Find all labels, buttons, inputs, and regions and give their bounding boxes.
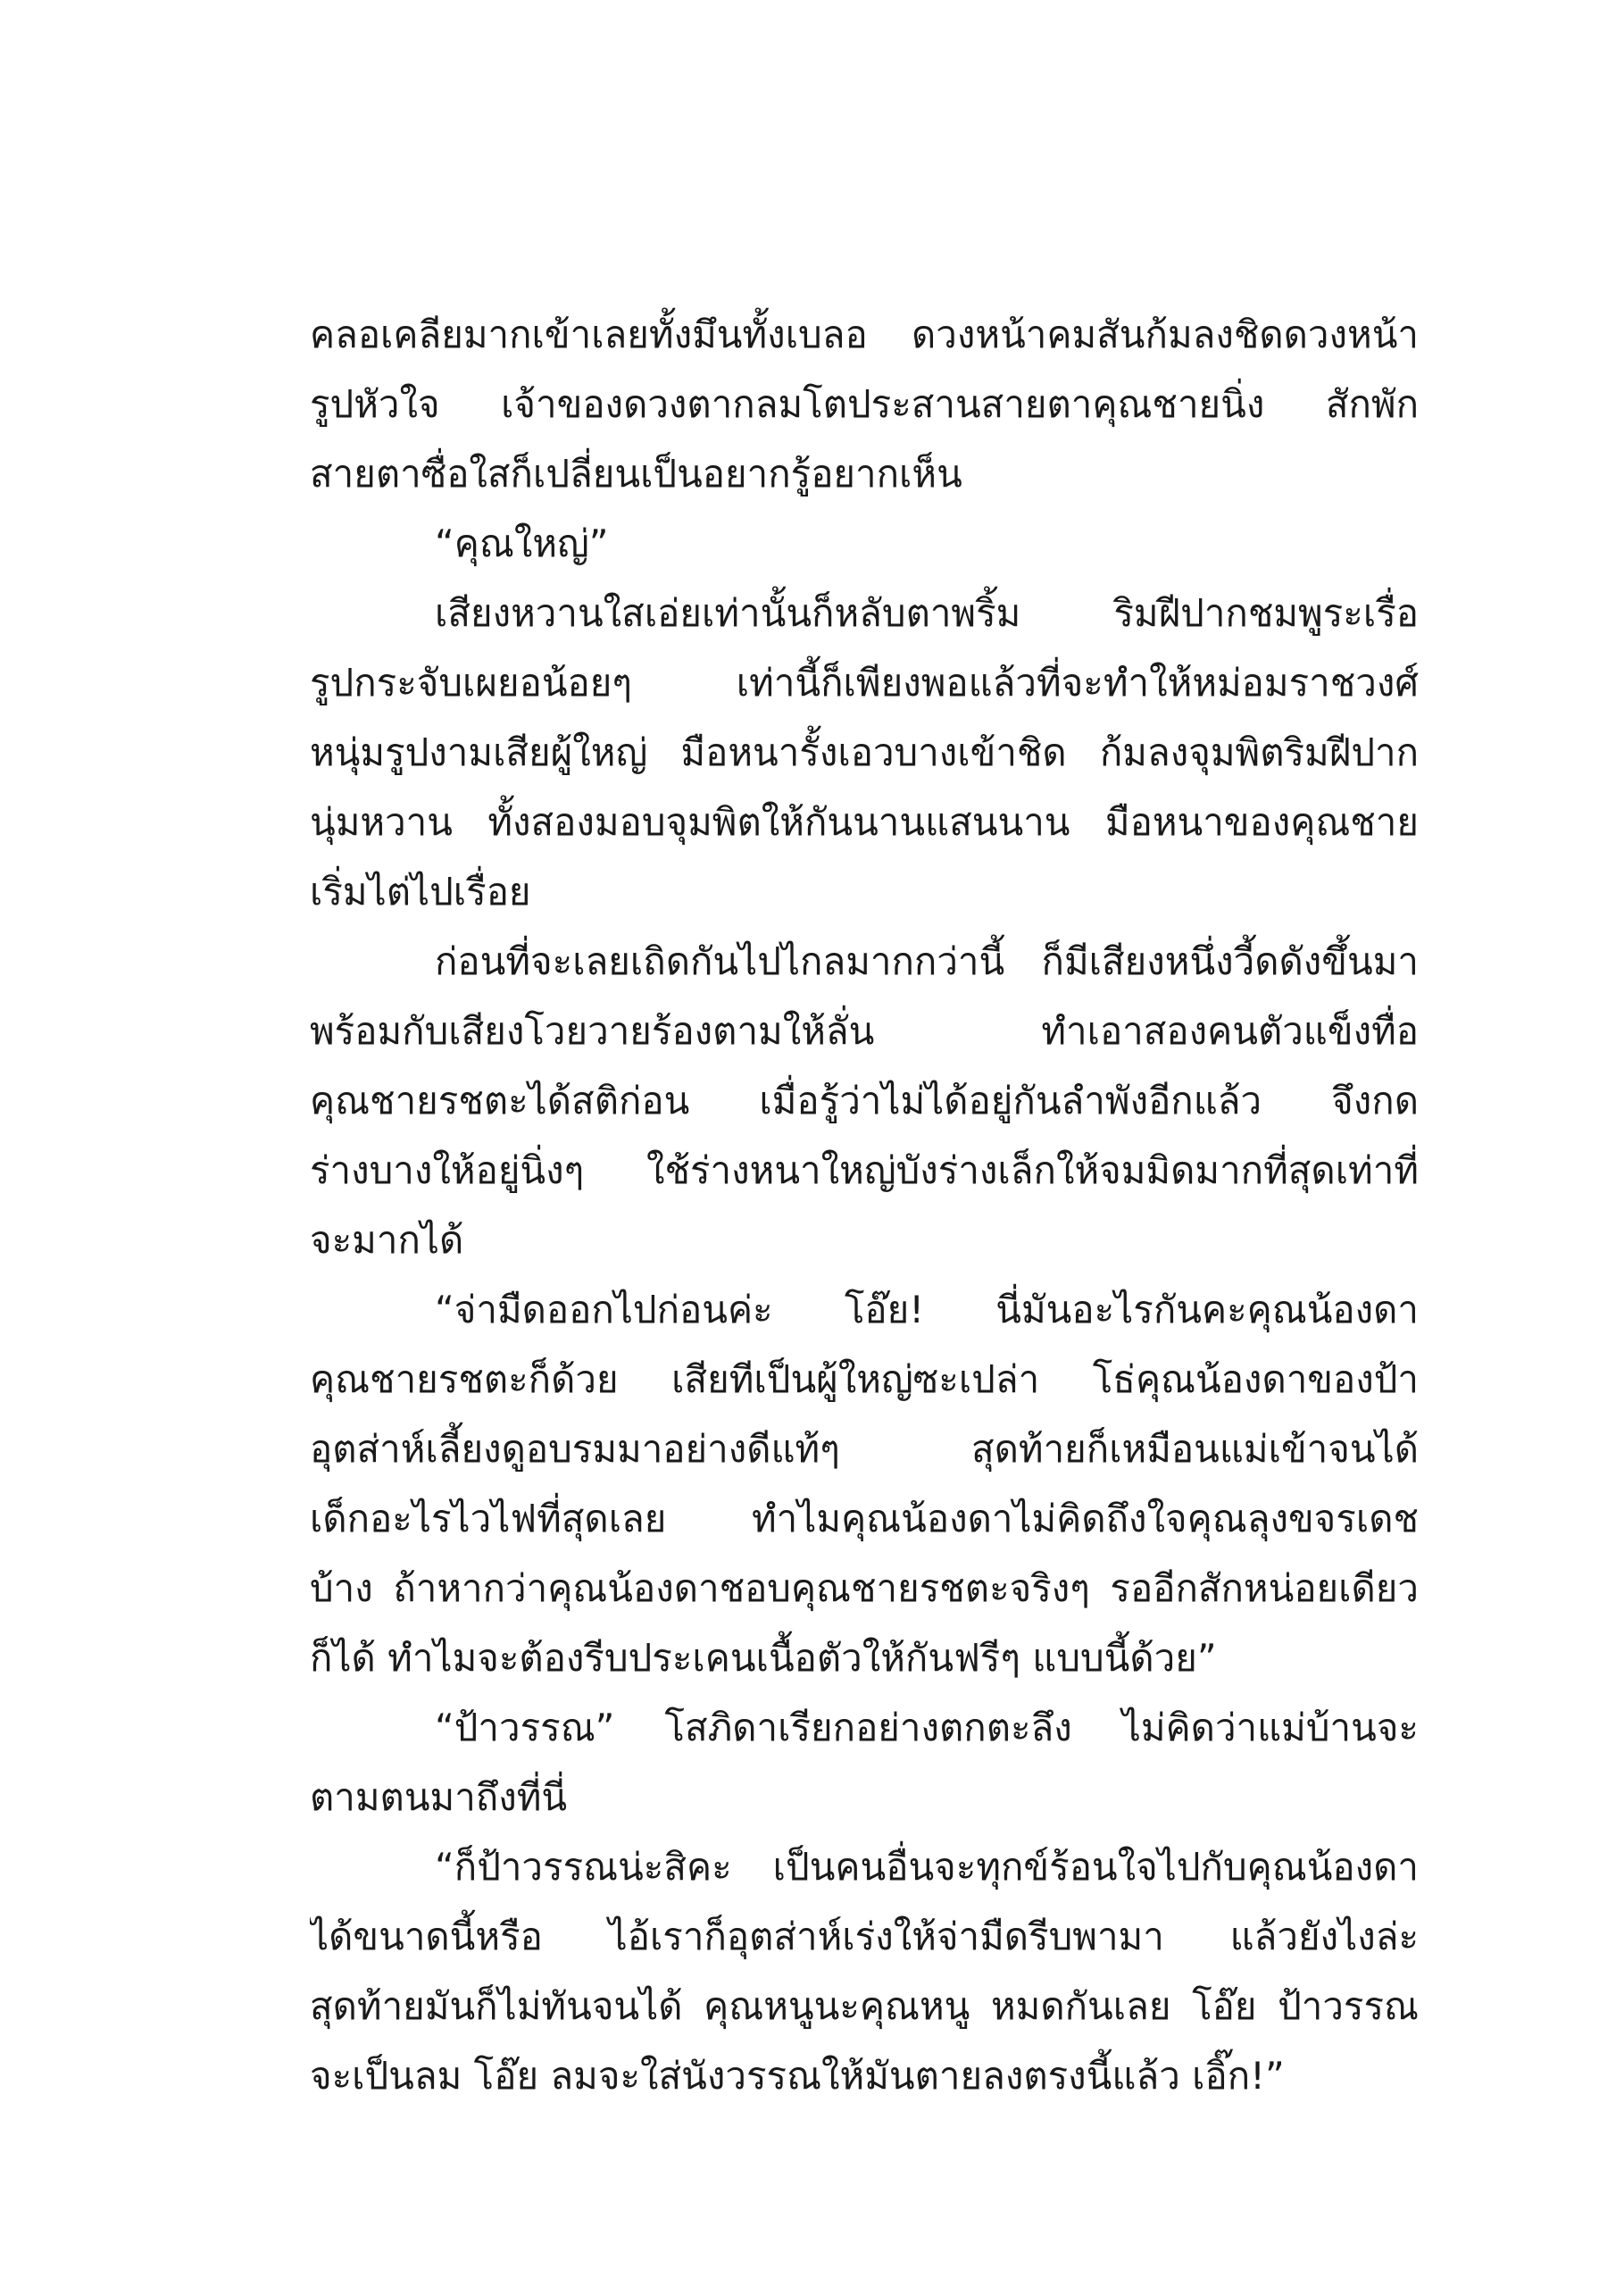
text-line: “ก็ป้าวรรณน่ะสิคะ เป็นคนอื่นจะทุกข์ร้อนใจไปกับคุณน้องดา xyxy=(435,1845,1419,1889)
text-line: สุดท้ายมันก็ไม่ทันจนได้ คุณหนูนะคุณหนู หมดกันเลย โอ๊ย ป้าวรรณ xyxy=(310,1984,1419,2028)
text-line: “คุณใหญ่” xyxy=(435,522,609,565)
text-line: ตามตนมาถึงที่นี่ xyxy=(310,1775,568,1819)
text-line: นุ่มหวาน ทั้งสองมอบจุมพิตให้กันนานแสนนาน มือหนาของคุณชาย xyxy=(310,800,1419,844)
text-line: คุณชายรชตะก็ด้วย เสียทีเป็นผู้ใหญ่ซะเปล่า โธ่คุณน้องดาของป้า xyxy=(310,1357,1419,1401)
text-line: เด็กอะไรไวไฟที่สุดเลย ทำไมคุณน้องดาไม่คิดถึงใจคุณลุงขจรเดช xyxy=(310,1497,1419,1540)
text-line: สายตาซื่อใสก็เปลี่ยนเป็นอยากรู้อยากเห็น xyxy=(310,452,962,496)
text-line: อุตส่าห์เลี้ยงดูอบรมมาอย่างดีแท้ๆ สุดท้ายก็เหมือนแม่เข้าจนได้ xyxy=(310,1427,1419,1471)
text-line: “ป้าวรรณ” โสภิดาเรียกอย่างตกตะลึง ไม่คิดว่าแม่บ้านจะ xyxy=(435,1706,1419,1749)
text-line: บ้าง ถ้าหากว่าคุณน้องดาชอบคุณชายรชตะจริงๆ รออีกสักหน่อยเดียว xyxy=(310,1566,1419,1610)
text-line: เสียงหวานใสเอ่ยเท่านั้นก็หลับตาพริ้ม ริมฝีปากชมพูระเรื่อ xyxy=(435,591,1419,635)
text-line: จะเป็นลม โอ๊ย ลมจะใส่นังวรรณให้มันตายลงตรงนี้แล้ว เอิ๊ก!” xyxy=(310,2054,1285,2098)
text-line: หนุ่มรูปงามเสียผู้ใหญ่ มือหนารั้งเอวบางเข้าชิด ก้มลงจุมพิตริมฝีปาก xyxy=(310,730,1419,774)
text-line: ก็ได้ ทำไมจะต้องรีบประเคนเนื้อตัวให้กันฟรีๆ แบบนี้ด้วย” xyxy=(310,1636,1217,1680)
text-line: ได้ขนาดนี้หรือ ไอ้เราก็อุตส่าห์เร่งให้จ่ามืดรีบพามา แล้วยังไงล่ะ xyxy=(310,1915,1419,1958)
text-line: คลอเคลียมากเข้าเลยทั้งมึนทั้งเบลอ ดวงหน้าคมสันก้มลงชิดดวงหน้า xyxy=(310,313,1419,356)
text-line: จะมากได้ xyxy=(310,1218,464,1262)
text-line: ร่างบางให้อยู่นิ่งๆ ใช้ร่างหนาใหญ่บังร่างเล็กให้จมมิดมากที่สุดเท่าที่ xyxy=(310,1148,1419,1192)
text-line: เริ่มไต่ไปเรื่อย xyxy=(310,870,531,914)
text-line: “จ่ามืดออกไปก่อนค่ะ โอ๊ย! นี่มันอะไรกันคะคุณน้องดา xyxy=(435,1288,1419,1331)
text-line: ก่อนที่จะเลยเถิดกันไปไกลมากกว่านี้ ก็มีเสียงหนึ่งวี้ดดังขึ้นมา xyxy=(435,939,1419,983)
text-line: รูปหัวใจ เจ้าของดวงตากลมโตประสานสายตาคุณชายนิ่ง สักพัก xyxy=(310,382,1419,426)
text-line: คุณชายรชตะได้สติก่อน เมื่อรู้ว่าไม่ได้อยู่กันลำพังอีกแล้ว จึงกด xyxy=(310,1079,1419,1122)
text-line: พร้อมกับเสียงโวยวายร้องตามให้ลั่น ทำเอาสองคนตัวแข็งทื่อ xyxy=(310,1009,1419,1053)
text-line: รูปกระจับเผยอน้อยๆ เท่านี้ก็เพียงพอแล้วที่จะทำให้หม่อมราชวงศ์ xyxy=(310,661,1419,705)
